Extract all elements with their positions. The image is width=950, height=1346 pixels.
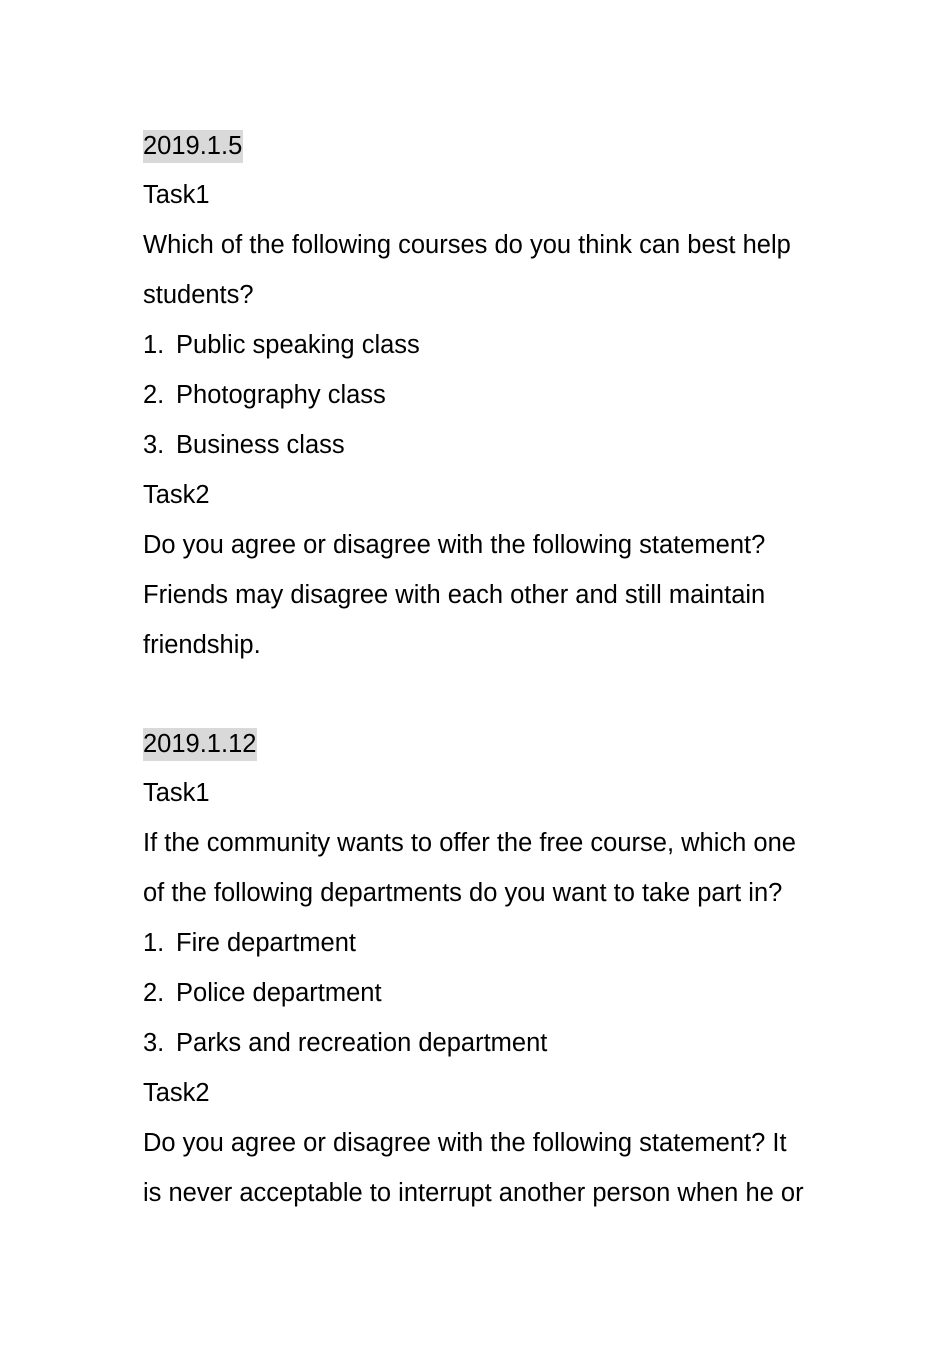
option-number: 2. [143, 979, 165, 1007]
task2-statement-line: Do you agree or disagree with the following statement? It [143, 1129, 787, 1157]
task2-label: Task2 [143, 1079, 210, 1107]
task2-statement-line: is never acceptable to interrupt another person when he or [143, 1179, 804, 1207]
option-item [143, 420, 843, 470]
option-number: 1. [143, 331, 165, 359]
option-item [143, 1018, 843, 1068]
task1-question-line: of the following departments do you want to take part in? [143, 879, 783, 907]
task1-label: Task1 [143, 181, 210, 209]
section-2019-1-12 [143, 720, 843, 1218]
option-text: Photography class [176, 381, 386, 409]
option-text: Parks and recreation department [176, 1029, 548, 1057]
option-number: 1. [143, 929, 165, 957]
task2-statement-line: friendship. [143, 631, 261, 659]
option-text: Business class [176, 431, 345, 459]
option-number: 3. [143, 1029, 165, 1057]
option-number: 3. [143, 431, 165, 459]
option-text: Police department [176, 979, 382, 1007]
section-date: 2019.1.12 [143, 728, 257, 761]
option-text: Public speaking class [176, 331, 420, 359]
task1-question-line: Which of the following courses do you think can best help [143, 231, 791, 259]
task1-question-line: students? [143, 281, 254, 309]
section-date-line [143, 720, 843, 768]
option-text: Fire department [176, 929, 356, 957]
option-item [143, 968, 843, 1018]
task1-question-line: If the community wants to offer the free course, which one [143, 829, 796, 857]
task2-label: Task2 [143, 481, 210, 509]
section-2019-1-5 [143, 122, 843, 670]
task2-statement-line: Do you agree or disagree with the following statement? [143, 531, 766, 559]
option-item [143, 320, 843, 370]
option-item [143, 918, 843, 968]
section-gap [143, 670, 843, 720]
document-page [143, 122, 843, 1218]
task2-statement-line: Friends may disagree with each other and still maintain [143, 581, 766, 609]
option-item [143, 370, 843, 420]
task1-label: Task1 [143, 779, 210, 807]
option-number: 2. [143, 381, 165, 409]
section-date: 2019.1.5 [143, 130, 243, 163]
section-date-line [143, 122, 843, 170]
